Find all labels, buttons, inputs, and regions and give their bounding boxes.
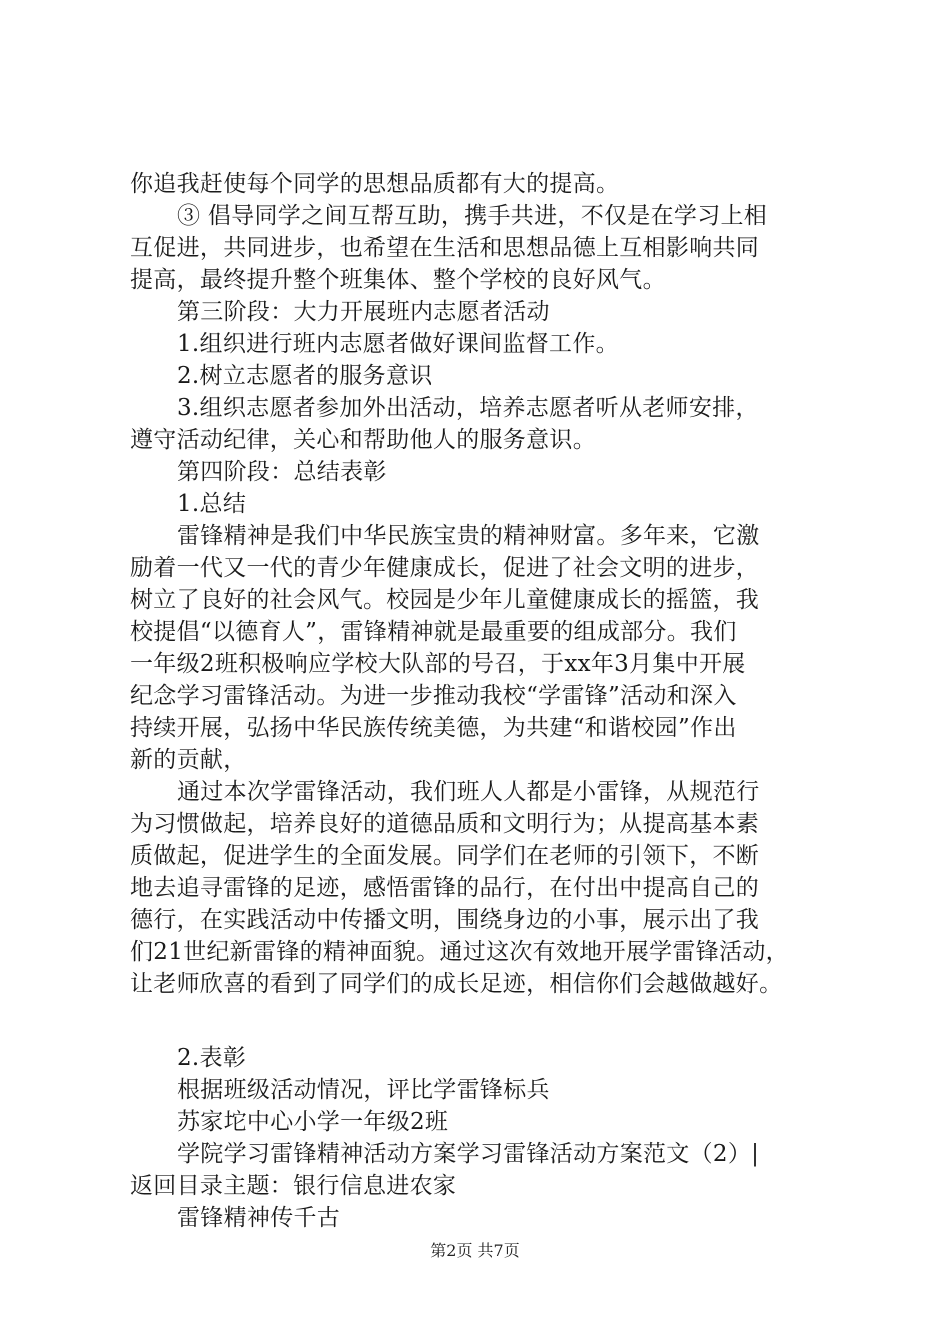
section-heading: 第四阶段：总结表彰 — [177, 459, 387, 485]
list-item: 3.组织志愿者参加外出活动，培养志愿者听从老师安排， — [177, 395, 759, 421]
paragraph-line: 树立了良好的社会风气。校园是少年儿童健康成长的摇篮，我 — [130, 587, 760, 613]
paragraph-line: 新的贡献， — [130, 747, 247, 773]
paragraph-line: 励着一代又一代的青少年健康成长，促进了社会文明的进步， — [130, 555, 760, 581]
paragraph-line: 雷锋精神传千古 — [177, 1205, 341, 1231]
paragraph-line: 德行，在实践活动中传播文明，围绕身边的小事，展示出了我 — [130, 907, 760, 933]
paragraph-line: 们21世纪新雷锋的精神面貌。通过这次有效地开展学雷锋活动， — [130, 939, 789, 965]
paragraph-line: 让老师欣喜的看到了同学们的成长足迹，相信你们会越做越好。 — [130, 971, 783, 997]
list-item: 1.总结 — [177, 491, 247, 517]
paragraph-line: 学院学习雷锋精神活动方案学习雷锋活动方案范文（2）| — [177, 1141, 760, 1167]
list-item: 1.组织进行班内志愿者做好课间监督工作。 — [177, 331, 619, 357]
paragraph-line: 互促进，共同进步，也希望在生活和思想品德上互相影响共同 — [130, 235, 760, 261]
paragraph-line: 地去追寻雷锋的足迹，感悟雷锋的品行，在付出中提高自己的 — [130, 875, 760, 901]
paragraph-line: 为习惯做起，培养良好的道德品质和文明行为；从提高基本素 — [130, 811, 760, 837]
blank-line — [130, 1000, 850, 1042]
paragraph-line: ③ 倡导同学之间互帮互助，携手共进，不仅是在学习上相 — [177, 203, 768, 229]
paragraph-line: 质做起，促进学生的全面发展。同学们在老师的引领下，不断 — [130, 843, 760, 869]
paragraph-line: 遵守活动纪律，关心和帮助他人的服务意识。 — [130, 427, 596, 453]
list-item: 2.表彰 — [177, 1045, 247, 1071]
paragraph-line: 校提倡“以德育人”，雷锋精神就是最重要的组成部分。我们 — [130, 619, 737, 645]
section-heading: 第三阶段：大力开展班内志愿者活动 — [177, 299, 550, 325]
list-item: 2.树立志愿者的服务意识 — [177, 363, 433, 389]
paragraph-line: 根据班级活动情况，评比学雷锋标兵 — [177, 1077, 550, 1103]
paragraph-line: 一年级2班积极响应学校大队部的号召，于xx年3月集中开展 — [130, 651, 746, 677]
paragraph-line: 苏家坨中心小学一年级2班 — [177, 1109, 449, 1135]
paragraph-line: 持续开展，弘扬中华民族传统美德，为共建“和谐校园”作出 — [130, 715, 737, 741]
document-body — [130, 168, 850, 1234]
paragraph-line: 你追我赶使每个同学的思想品质都有大的提高。 — [130, 171, 620, 197]
paragraph-line: 通过本次学雷锋活动，我们班人人都是小雷锋，从规范行 — [177, 779, 760, 805]
paragraph-line: 纪念学习雷锋活动。为进一步推动我校“学雷锋”活动和深入 — [130, 683, 737, 709]
paragraph-line: 雷锋精神是我们中华民族宝贵的精神财富。多年来，它激 — [177, 523, 760, 549]
paragraph-line: 提高，最终提升整个班集体、整个学校的良好风气。 — [130, 267, 666, 293]
paragraph-line: 返回目录主题：银行信息进农家 — [130, 1173, 457, 1199]
page-number-footer: 第2页 共7页 — [430, 1241, 520, 1260]
